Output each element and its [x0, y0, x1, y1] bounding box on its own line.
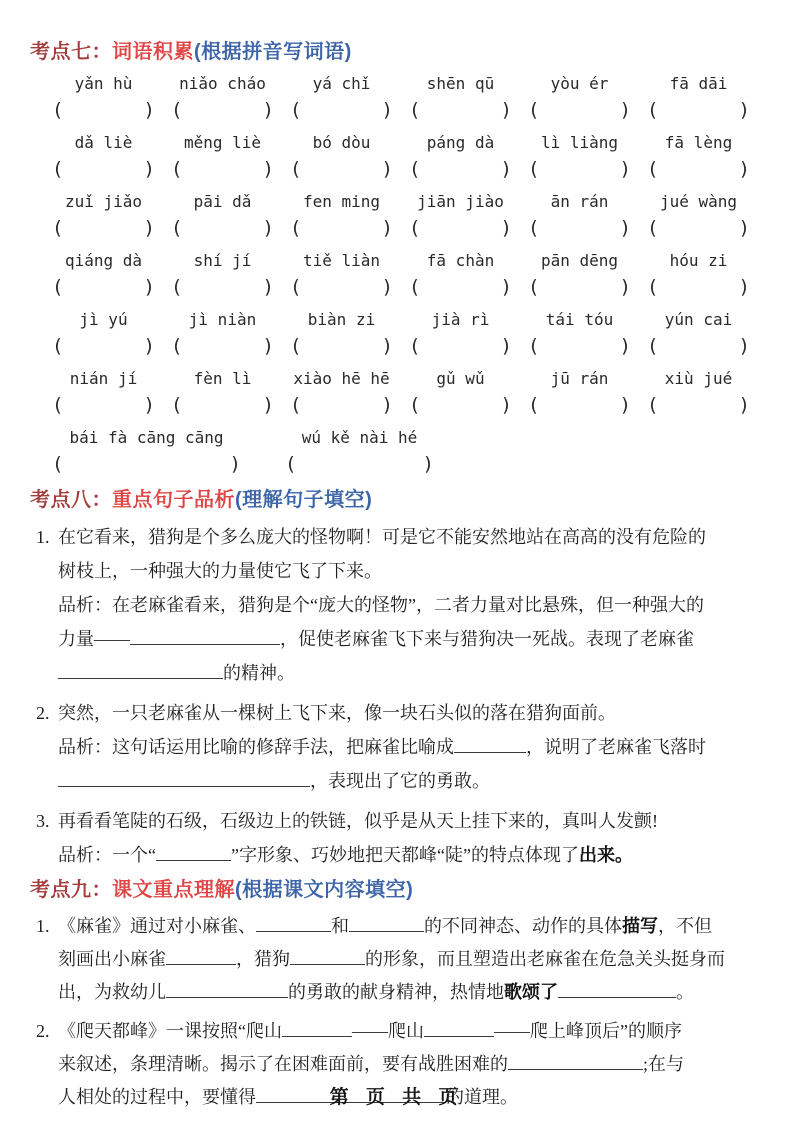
fill-blank	[58, 781, 310, 787]
pinyin-syllables: dǎ liè	[74, 133, 133, 152]
open-paren: (	[409, 99, 421, 121]
close-paren: )	[229, 453, 241, 475]
open-paren: (	[52, 276, 64, 298]
close-paren: )	[262, 217, 274, 239]
pinyin-syllables: páng dà	[426, 133, 495, 152]
pinyin-syllables: jì niàn	[188, 310, 257, 329]
close-paren: )	[381, 335, 393, 357]
answer-brackets	[401, 214, 520, 242]
item-number: 2.	[36, 703, 50, 723]
pinyin-word	[639, 131, 758, 183]
open-paren: (	[647, 276, 659, 298]
item-line: 突然，一只老麻雀从一棵树上飞下来，像一块石头似的落在猎狗面前。	[58, 703, 616, 723]
pinyin-syllables: jià rì	[431, 310, 490, 329]
pinyin-word	[44, 190, 163, 242]
pinyin-syllables: niǎo cháo	[179, 74, 266, 93]
pinyin-syllables: pān dēng	[540, 251, 619, 270]
question-item	[30, 804, 763, 872]
pinyin-word	[163, 190, 282, 242]
answer-brackets	[401, 332, 520, 360]
pinyin-syllables: ān rán	[550, 192, 609, 211]
close-paren: )	[500, 99, 512, 121]
open-paren: (	[171, 276, 183, 298]
pinyin-syllables: nián jí	[69, 369, 138, 388]
pinyin-row	[44, 131, 763, 183]
fill-blank	[130, 639, 280, 645]
heading-title: 课文重点理解	[112, 879, 235, 901]
pinyin-word	[44, 426, 249, 478]
pinyin-grid	[44, 72, 763, 478]
open-paren: (	[409, 158, 421, 180]
pinyin-word	[520, 249, 639, 301]
pinyin-word	[163, 72, 282, 124]
pinyin-word	[163, 131, 282, 183]
pinyin-word	[401, 367, 520, 419]
item-line: 品析：在老麻雀看来，猎狗是个“庞大的怪物”，二者力量对比悬殊，但一种强大的	[58, 595, 704, 615]
close-paren: )	[500, 158, 512, 180]
item-line: 在它看来，猎狗是个多么庞大的怪物啊！可是它不能安然地站在高高的没有危险的	[58, 527, 706, 547]
fill-blank	[166, 992, 288, 998]
item-line: 的精神。	[58, 656, 763, 690]
pinyin-syllables: biàn zi	[307, 310, 376, 329]
open-paren: (	[171, 158, 183, 180]
answer-brackets	[44, 332, 163, 360]
item-line: 《爬天都峰》一课按照“爬山 ——爬山 ——爬上峰顶后”的顺序	[58, 1021, 682, 1041]
answer-brackets	[520, 214, 639, 242]
answer-brackets	[44, 450, 249, 478]
close-paren: )	[619, 335, 631, 357]
answer-brackets	[639, 273, 758, 301]
answer-brackets	[282, 96, 401, 124]
sentence-analysis-items	[30, 520, 763, 872]
close-paren: )	[381, 217, 393, 239]
fill-blank	[454, 747, 526, 753]
item-line: 刻画出小麻雀 ，猎狗 的形象，而且塑造出老麻雀在危急关头挺身而	[58, 949, 725, 969]
bold-emphasis: 出来。	[578, 845, 633, 865]
close-paren: )	[500, 335, 512, 357]
open-paren: (	[52, 453, 64, 475]
pinyin-word	[520, 367, 639, 419]
pinyin-syllables: xiù jué	[664, 369, 733, 388]
pinyin-word	[520, 190, 639, 242]
answer-brackets	[44, 96, 163, 124]
close-paren: )	[381, 158, 393, 180]
open-paren: (	[290, 276, 302, 298]
item-line: 品析：一个“ ”字形象、巧妙地把天都峰“陡”的特点体现了出来。	[58, 845, 633, 865]
heading-exam-point-nine	[30, 878, 763, 902]
answer-brackets	[282, 273, 401, 301]
pinyin-word	[401, 249, 520, 301]
pinyin-row	[44, 367, 763, 419]
open-paren: (	[290, 394, 302, 416]
answer-brackets	[639, 155, 758, 183]
pinyin-row	[44, 308, 763, 360]
pinyin-word	[282, 249, 401, 301]
pinyin-row	[44, 426, 763, 478]
pinyin-word	[639, 367, 758, 419]
answer-brackets	[282, 332, 401, 360]
open-paren: (	[290, 217, 302, 239]
close-paren: )	[738, 335, 750, 357]
answer-brackets	[401, 391, 520, 419]
open-paren: (	[171, 335, 183, 357]
pinyin-word	[401, 131, 520, 183]
open-paren: (	[290, 99, 302, 121]
answer-brackets	[520, 273, 639, 301]
pinyin-syllables: yòu ér	[550, 74, 609, 93]
heading-prefix: 考点八：	[30, 489, 112, 511]
heading-exam-point-eight	[30, 488, 763, 512]
item-line: 再看看笔陡的石级，石级边上的铁链，似乎是从天上挂下来的，真叫人发颤!	[58, 811, 658, 831]
pinyin-syllables: fā lèng	[664, 133, 733, 152]
pinyin-syllables: lì liàng	[540, 133, 619, 152]
pinyin-word	[163, 367, 282, 419]
answer-brackets	[163, 273, 282, 301]
answer-brackets	[520, 155, 639, 183]
item-line: ，表现出了它的勇敢。	[58, 764, 763, 798]
pinyin-word	[44, 131, 163, 183]
pinyin-syllables: hóu zi	[669, 251, 728, 270]
pinyin-word	[401, 308, 520, 360]
heading-subnote: (根据拼音写词语)	[194, 41, 352, 63]
heading-subnote: (理解句子填空)	[235, 489, 373, 511]
open-paren: (	[285, 453, 297, 475]
item-number: 1.	[36, 527, 50, 547]
close-paren: )	[381, 276, 393, 298]
pinyin-word	[282, 131, 401, 183]
item-number: 3.	[36, 811, 50, 831]
pinyin-syllables: fèn lì	[193, 369, 252, 388]
close-paren: )	[738, 99, 750, 121]
answer-brackets	[163, 332, 282, 360]
heading-subnote: (根据课文内容填空)	[235, 879, 414, 901]
close-paren: )	[262, 394, 274, 416]
close-paren: )	[500, 276, 512, 298]
open-paren: (	[52, 158, 64, 180]
open-paren: (	[290, 158, 302, 180]
close-paren: )	[262, 158, 274, 180]
close-paren: )	[619, 158, 631, 180]
answer-brackets	[44, 214, 163, 242]
open-paren: (	[647, 335, 659, 357]
answer-brackets	[520, 96, 639, 124]
pinyin-word	[44, 249, 163, 301]
pinyin-word	[44, 308, 163, 360]
pinyin-word	[277, 426, 442, 478]
fill-blank	[166, 959, 236, 965]
pinyin-syllables: jiān jiào	[417, 192, 504, 211]
close-paren: )	[738, 394, 750, 416]
answer-brackets	[163, 391, 282, 419]
close-paren: )	[143, 335, 155, 357]
pinyin-word	[163, 308, 282, 360]
close-paren: )	[738, 217, 750, 239]
pinyin-word	[44, 367, 163, 419]
answer-brackets	[639, 391, 758, 419]
pinyin-syllables: yá chǐ	[312, 74, 371, 93]
pinyin-word	[401, 72, 520, 124]
close-paren: )	[738, 276, 750, 298]
fill-blank	[256, 926, 331, 932]
open-paren: (	[647, 158, 659, 180]
pinyin-row	[44, 190, 763, 242]
fill-blank	[349, 926, 424, 932]
open-paren: (	[528, 335, 540, 357]
pinyin-word	[282, 367, 401, 419]
close-paren: )	[143, 217, 155, 239]
answer-brackets	[282, 155, 401, 183]
open-paren: (	[528, 217, 540, 239]
pinyin-word	[282, 308, 401, 360]
open-paren: (	[409, 217, 421, 239]
answer-brackets	[44, 155, 163, 183]
answer-brackets	[44, 273, 163, 301]
answer-brackets	[282, 391, 401, 419]
answer-brackets	[163, 214, 282, 242]
pinyin-syllables: fen ming	[302, 192, 381, 211]
item-line: 出，为救幼儿 的勇敢的献身精神，热情地歌颂了 。	[58, 982, 694, 1002]
open-paren: (	[52, 335, 64, 357]
fill-blank	[558, 992, 676, 998]
close-paren: )	[500, 217, 512, 239]
open-paren: (	[52, 217, 64, 239]
close-paren: )	[619, 99, 631, 121]
open-paren: (	[647, 99, 659, 121]
open-paren: (	[528, 276, 540, 298]
open-paren: (	[647, 217, 659, 239]
pinyin-word	[520, 131, 639, 183]
open-paren: (	[52, 99, 64, 121]
question-item	[30, 910, 763, 1009]
pinyin-word	[520, 72, 639, 124]
pinyin-word	[639, 72, 758, 124]
open-paren: (	[171, 99, 183, 121]
open-paren: (	[409, 394, 421, 416]
pinyin-syllables: gǔ wǔ	[436, 369, 485, 388]
pinyin-syllables: jué wàng	[659, 192, 738, 211]
item-line: 品析：这句话运用比喻的修辞手法，把麻雀比喻成 ，说明了老麻雀飞落时	[58, 737, 706, 757]
question-item	[30, 520, 763, 690]
item-number: 2.	[36, 1021, 50, 1041]
fill-blank	[282, 1031, 352, 1037]
answer-brackets	[639, 96, 758, 124]
fill-blank	[424, 1031, 494, 1037]
pinyin-syllables: qiáng dà	[64, 251, 143, 270]
pinyin-row	[44, 249, 763, 301]
close-paren: )	[143, 394, 155, 416]
page-footer: 第 页 共 页	[329, 1087, 464, 1108]
pinyin-syllables: tái tóu	[545, 310, 614, 329]
pinyin-syllables: xiào hē hē	[293, 369, 390, 388]
pinyin-word	[639, 308, 758, 360]
fill-blank	[58, 673, 223, 679]
pinyin-syllables: bó dòu	[312, 133, 371, 152]
fill-blank	[290, 959, 365, 965]
close-paren: )	[619, 394, 631, 416]
answer-brackets	[401, 155, 520, 183]
pinyin-syllables: yǎn hù	[74, 74, 133, 93]
fill-blank	[508, 1064, 643, 1070]
pinyin-syllables: shēn qū	[426, 74, 495, 93]
answer-brackets	[520, 391, 639, 419]
item-line: 来叙述，条理清晰。揭示了在困难面前，要有战胜困难的 ;在与	[58, 1054, 685, 1074]
item-line: 《麻雀》通过对小麻雀、 和 的不同神态、动作的具体描写，不但	[58, 916, 712, 936]
open-paren: (	[528, 158, 540, 180]
close-paren: )	[619, 276, 631, 298]
pinyin-syllables: zuǐ jiǎo	[64, 192, 143, 211]
question-item	[30, 696, 763, 798]
answer-brackets	[401, 96, 520, 124]
fill-blank	[156, 855, 231, 861]
item-number: 1.	[36, 916, 50, 936]
bold-emphasis: 描写	[622, 916, 658, 936]
heading-title: 词语积累	[112, 41, 194, 63]
pinyin-syllables: fā dāi	[669, 74, 728, 93]
pinyin-syllables: pāi dǎ	[193, 192, 252, 211]
pinyin-syllables: wú kě nài hé	[301, 428, 418, 447]
item-line: 树枝上，一种强大的力量使它飞了下来。	[58, 561, 382, 581]
pinyin-word	[639, 249, 758, 301]
answer-brackets	[401, 273, 520, 301]
close-paren: )	[422, 453, 434, 475]
pinyin-word	[44, 72, 163, 124]
answer-brackets	[44, 391, 163, 419]
open-paren: (	[52, 394, 64, 416]
open-paren: (	[647, 394, 659, 416]
answer-brackets	[277, 450, 442, 478]
bold-emphasis: 歌颂了	[504, 982, 558, 1002]
heading-title: 重点句子品析	[112, 489, 235, 511]
pinyin-syllables: jū rán	[550, 369, 609, 388]
answer-brackets	[520, 332, 639, 360]
open-paren: (	[528, 394, 540, 416]
open-paren: (	[528, 99, 540, 121]
pinyin-syllables: bái fà cāng cāng	[69, 428, 224, 447]
open-paren: (	[290, 335, 302, 357]
close-paren: )	[262, 335, 274, 357]
pinyin-syllables: jì yú	[79, 310, 128, 329]
answer-brackets	[163, 155, 282, 183]
pinyin-word	[639, 190, 758, 242]
answer-brackets	[163, 96, 282, 124]
close-paren: )	[738, 158, 750, 180]
pinyin-syllables: shí jí	[193, 251, 252, 270]
close-paren: )	[143, 99, 155, 121]
open-paren: (	[171, 217, 183, 239]
item-line: 人相处的过程中，要懂得 的道理。	[58, 1087, 518, 1107]
heading-prefix: 考点九：	[30, 879, 112, 901]
answer-brackets	[282, 214, 401, 242]
close-paren: )	[381, 394, 393, 416]
close-paren: )	[262, 276, 274, 298]
pinyin-row	[44, 72, 763, 124]
close-paren: )	[262, 99, 274, 121]
open-paren: (	[409, 276, 421, 298]
pinyin-word	[401, 190, 520, 242]
pinyin-word	[282, 72, 401, 124]
pinyin-word	[520, 308, 639, 360]
close-paren: )	[143, 158, 155, 180]
answer-brackets	[639, 214, 758, 242]
heading-exam-point-seven	[30, 40, 763, 64]
pinyin-word	[282, 190, 401, 242]
item-line: 力量—— ，促使老麻雀飞下来与猎狗决一死战。表现了老麻雀	[58, 629, 694, 649]
pinyin-syllables: měng liè	[183, 133, 262, 152]
open-paren: (	[409, 335, 421, 357]
close-paren: )	[500, 394, 512, 416]
answer-brackets	[639, 332, 758, 360]
pinyin-syllables: fā chàn	[426, 251, 495, 270]
heading-prefix: 考点七：	[30, 41, 112, 63]
pinyin-word	[163, 249, 282, 301]
close-paren: )	[143, 276, 155, 298]
close-paren: )	[381, 99, 393, 121]
pinyin-syllables: yún cai	[664, 310, 733, 329]
close-paren: )	[619, 217, 631, 239]
open-paren: (	[171, 394, 183, 416]
pinyin-syllables: tiě liàn	[302, 251, 381, 270]
